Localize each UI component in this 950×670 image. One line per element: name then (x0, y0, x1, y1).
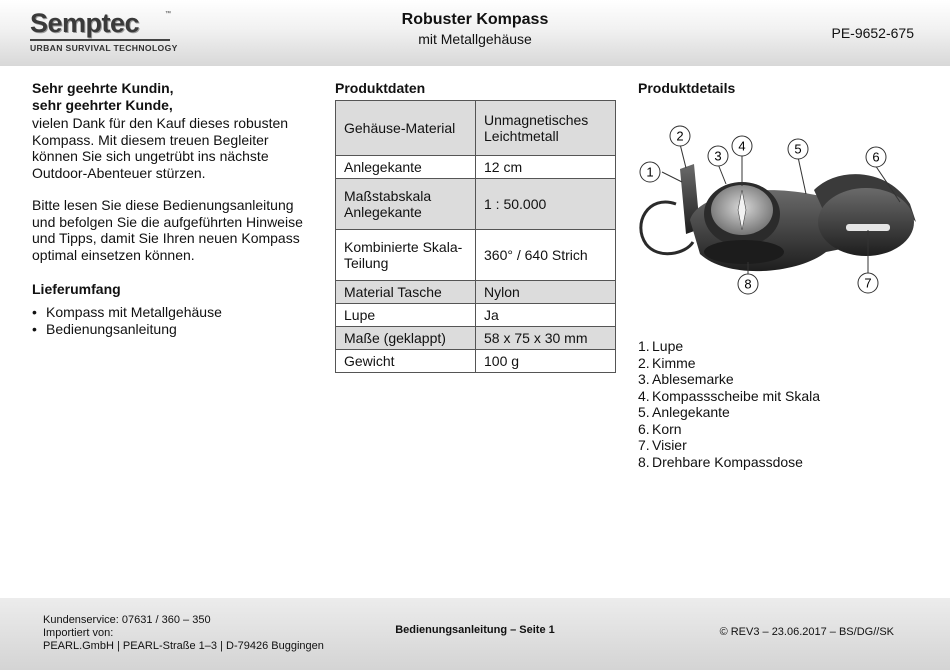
logo-wordmark: Semptec (30, 8, 140, 38)
list-item (638, 421, 820, 438)
product-data-table (335, 100, 616, 373)
callout-3 (708, 146, 728, 166)
spec-value: 100 g (476, 350, 616, 373)
spec-key: Anlegekante (336, 156, 476, 179)
compass-illustration (641, 164, 916, 271)
spec-key: Lupe (336, 304, 476, 327)
scope-item: • Bedienungsanleitung (32, 321, 317, 338)
item-number: 6. (638, 420, 650, 437)
item-number: 4. (638, 387, 650, 404)
scope-heading: Lieferumfang (32, 281, 121, 297)
callout-label: 3 (714, 148, 722, 164)
item-number: 1. (638, 338, 650, 354)
footer-contact (43, 614, 324, 653)
spec-key: Gewicht (336, 350, 476, 373)
list-item (638, 355, 820, 372)
callout-8 (738, 274, 758, 294)
spec-value: 360° / 640 Strich (476, 230, 616, 281)
spec-key: Maßstabskala Anlegekante (336, 179, 476, 230)
spec-value: Nylon (476, 281, 616, 304)
page-header (0, 0, 950, 66)
page-footer (0, 598, 950, 670)
details-list (638, 338, 820, 470)
spec-key: Gehäuse-Material (336, 101, 476, 156)
item-label: Kompassscheibe mit Skala (652, 387, 821, 404)
leader-line (680, 144, 686, 168)
table-row (336, 230, 616, 281)
item-number: 7. (638, 437, 650, 453)
callout-4 (732, 136, 752, 156)
table-row (336, 304, 616, 327)
item-number: 3. (638, 371, 650, 387)
spec-key: Maße (geklappt) (336, 327, 476, 350)
list-item (638, 338, 820, 355)
table-row (336, 179, 616, 230)
callout-5 (788, 139, 808, 159)
intro-paragraph-2: Bitte lesen Sie diese Bedienungsanleitung und befolgen Sie die aufgeführten Hinweise und Tipps, damit Sie Ihren neuen Kompass optimal einsetzen können. (32, 197, 303, 263)
spec-key: Kombinierte Skala-Teilung (336, 230, 476, 281)
revision-info: © REV3 – 23.06.2017 – BS/DG//SK (719, 626, 894, 638)
product-code: PE-9652-675 (831, 25, 914, 41)
item-label: Anlegekante (652, 404, 730, 420)
spec-value: 1 : 50.000 (476, 179, 616, 230)
item-number: 2. (638, 354, 650, 371)
intro-column (32, 80, 317, 339)
callout-2 (670, 126, 690, 146)
page-label: Bedienungsanleitung – Seite 1 (395, 624, 555, 636)
item-number: 5. (638, 404, 650, 420)
customer-service-line: Kundenservice: 07631 / 360 – 350 (43, 614, 211, 626)
callout-6 (866, 147, 886, 167)
product-data-column (335, 80, 617, 373)
item-label: Drehbare Kompassdose (652, 453, 803, 470)
lid-cover (818, 188, 914, 256)
product-data-heading: Produktdaten (335, 80, 426, 96)
item-label: Korn (652, 420, 682, 437)
product-details-column (638, 80, 928, 470)
rotating-capsule (704, 240, 784, 264)
callout-label: 5 (794, 141, 802, 157)
spec-value: 58 x 75 x 30 mm (476, 327, 616, 350)
table-row (336, 350, 616, 373)
list-item (638, 388, 820, 405)
spec-value: 12 cm (476, 156, 616, 179)
importer-address: PEARL.GmbH | PEARL-Straße 1–3 | D-79426 Buggingen (43, 640, 324, 652)
logo-tagline: URBAN SURVIVAL TECHNOLOGY (30, 39, 170, 53)
spec-key: Material Tasche (336, 281, 476, 304)
callout-label: 4 (738, 138, 746, 154)
table-row (336, 281, 616, 304)
document-subtitle: mit Metallgehäuse (418, 31, 532, 47)
spec-value: Unmagnetisches Leichtmetall (476, 101, 616, 156)
scope-item: • Kompass mit Metallgehäuse (32, 304, 317, 321)
list-item (638, 371, 820, 388)
intro-paragraph-1: vielen Dank für den Kauf dieses robusten Kompass. Mit diesem treuen Begleiter können Sie sich ungetrübt ins nächste Outdoor-Abenteuer stürzen. (32, 115, 289, 181)
greeting-line-2: sehr geehrter Kunde, (32, 96, 173, 113)
list-item (638, 437, 820, 454)
item-number: 8. (638, 453, 650, 470)
callout-1 (640, 162, 660, 182)
document-title: Robuster Kompass (401, 11, 549, 28)
item-label: Visier (652, 437, 687, 453)
list-item (638, 454, 820, 471)
table-row (336, 156, 616, 179)
imported-by-line: Importiert von: (43, 627, 114, 639)
table-row (336, 327, 616, 350)
leader-line (718, 164, 726, 184)
list-item (638, 404, 820, 421)
semptec-logo (30, 8, 178, 53)
leader-line (662, 172, 682, 182)
callout-label: 7 (864, 275, 872, 291)
sight-slot (846, 224, 890, 231)
callout-label: 1 (646, 164, 654, 180)
callout-label: 2 (676, 128, 684, 144)
item-label: Lupe (652, 338, 684, 354)
item-label: Kimme (652, 354, 696, 371)
leader-line (798, 157, 806, 194)
logo-trademark: ™ (165, 11, 171, 17)
item-label: Ablesemarke (652, 371, 734, 387)
callout-label: 8 (744, 276, 752, 292)
greeting-line-1: Sehr geehrte Kundin, (32, 80, 174, 96)
table-row (336, 101, 616, 156)
callout-label: 6 (872, 149, 880, 165)
scope-list (32, 304, 317, 338)
callout-7 (858, 273, 878, 293)
product-details-heading: Produktdetails (638, 80, 736, 96)
spec-value: Ja (476, 304, 616, 327)
